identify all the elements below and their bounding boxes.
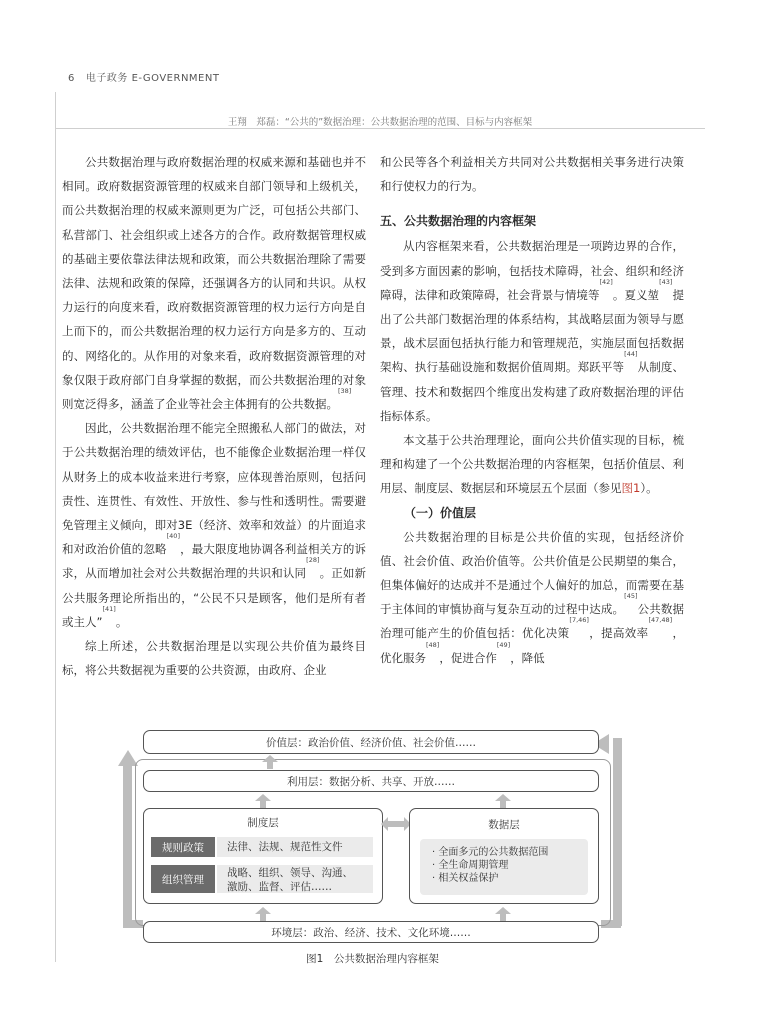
data-item: · 全面多元的公共数据范围 bbox=[432, 847, 549, 858]
value-layer-box bbox=[143, 730, 599, 754]
rule-policy-text: 法律、法规、规范性文件 bbox=[217, 837, 373, 857]
up-arrow-icon bbox=[495, 907, 511, 921]
citation: [28] bbox=[306, 556, 320, 565]
section-heading: 五、公共数据治理的内容框架 bbox=[380, 214, 537, 229]
figure-caption: 图1 公共数据治理内容框架 bbox=[306, 953, 439, 965]
paragraph: 公共数据治理的目标是公共价值的实现，包括经济价值、社会价值、政治价值等。公共价值是公民期望的集合，但集体偏好的达成并不是通过个人偏好的加总，而需要在基于主体间的审慎协商与复杂互动的过程中达成。[45]公共数据治理可能产生的价值包括：优化决策[7,46]，提高效率[47,48]，优化服务[48]，促进合作[49]，降低 bbox=[380, 529, 685, 665]
framework-diagram bbox=[115, 724, 630, 946]
paragraph: 综上所述，公共数据治理是以实现公共价值为最终目标，将公共数据视为重要的公共资源，由政府、企业 bbox=[62, 639, 366, 678]
citation: [47,48] bbox=[648, 616, 673, 625]
up-arrow-icon bbox=[255, 794, 271, 808]
citation: [41] bbox=[102, 604, 116, 613]
paragraph: 公共数据治理与政府数据治理的权威来源和基础也并不相同。政府数据资源管理的权威来自部门领导和上级机关，而公共数据治理的权威来源则更为广泛，可包括公共部门、私营部门、社会组织或上述各方的合作。政府数据管理权威的基础主要依靠法律法规和政策，而公共数据治理除了需要法律、法规和政策的保障，还强调各方的认同和共识。从权力运行的向度来看，政府数据资源管理的权力运行方向是自上而下的，而公共数据治理的权力运行方向是多方的、互动的、网络化的。从作用的对象来看，政府数据资源管理的对象仅限于政府部门自身掌握的数据，而公共数据治理的对象则宽泛得多，涵盖了企业等社会主体拥有的公共数据。[38] bbox=[62, 155, 366, 412]
up-arrow-icon bbox=[255, 907, 271, 921]
paragraph: 因此，公共数据治理不能完全照搬私人部门的做法，对于公共数据治理的绩效评估，也不能像企业数据治理一样仅从财务上的成本收益来进行考察，应体现善治原则，包括问责性、连贯性、有效性、开放性、参与性和透明性。需要避免管理主义倾向，即对3E（经济、效率和效益）的片面追求和对政治价值的忽略[40]，最大限度地协调各利益相关方的诉求，从而增加社会对公共数据治理的共识和认同[28]。正如新公共服务理论所指出的，“公民不只是顾客，他们是所有者或主人”[41]。 bbox=[62, 421, 367, 629]
use-layer-label: 利用层：数据分析、共享、开放…… bbox=[287, 775, 455, 788]
data-layer-title: 数据层 bbox=[488, 819, 520, 831]
data-item: · 全生命周期管理 bbox=[432, 860, 509, 871]
citation: [44] bbox=[624, 350, 638, 359]
right-feedback-arrow bbox=[613, 738, 622, 926]
citation: [48] bbox=[426, 640, 440, 649]
header-rule bbox=[55, 128, 705, 129]
article-subtitle: 王翔 郑磊：“公共的”数据治理：公共数据治理的范围、目标与内容框架 bbox=[227, 117, 533, 128]
data-layer-box bbox=[409, 808, 599, 904]
env-layer-box bbox=[143, 921, 599, 943]
bidirectional-arrow-icon bbox=[381, 817, 411, 831]
value-layer-label: 价值层：政治价值、经济价值、社会价值…… bbox=[266, 736, 476, 749]
running-head bbox=[68, 69, 219, 84]
right-column bbox=[380, 150, 684, 670]
up-arrow-icon bbox=[495, 794, 511, 808]
citation: [38] bbox=[338, 387, 352, 396]
citation: [40] bbox=[166, 532, 180, 541]
org-mgmt-text: 战略、组织、领导、沟通、 激励、监督、评估…… bbox=[217, 865, 373, 893]
page-number: 6 bbox=[68, 73, 75, 84]
journal-name: 电子政务 E-GOVERNMENT bbox=[85, 73, 220, 84]
env-layer-label: 环境层：政治、经济、技术、文化环境…… bbox=[271, 926, 471, 939]
citation: [43] bbox=[659, 277, 673, 286]
data-items-band bbox=[420, 839, 588, 895]
use-layer-box bbox=[143, 770, 599, 792]
citation: [42] bbox=[599, 277, 613, 286]
citation: [49] bbox=[496, 640, 511, 649]
paragraph: 本文基于公共治理理论，面向公共价值实现的目标，梳理和构建了一个公共数据治理的内容框架，包括价值层、利用层、制度层、数据层和环境层五个层面（参见图1）。 bbox=[380, 433, 684, 496]
institution-layer-box bbox=[143, 808, 383, 904]
citation: [7,46] bbox=[569, 616, 589, 625]
margin-rule bbox=[55, 92, 56, 962]
rule-policy-tag: 规则政策 bbox=[151, 837, 215, 857]
citation: [45] bbox=[624, 592, 638, 601]
up-arrow-icon bbox=[262, 755, 278, 769]
paragraph: 和公民等各个利益相关方共同对公共数据相关事务进行决策和行使权力的行为。 bbox=[380, 155, 684, 194]
paragraph: 从内容框架来看，公共数据治理是一项跨边界的合作，受到多方面因素的影响，包括技术障碍，社会、组织和经济障碍，法律和政策障碍，社会背景与情境等[42]。夏义堃[43]提出了公共部门数据治理的体系结构，其战略层面为领导与愿景，战术层面包括执行能力和管理规范，实施层面包括数据架构、执行基础设施和数据价值周期。郑跃平等[44]从制度、管理、技术和数据四个维度出发构建了政府数据治理的评估指标体系。 bbox=[380, 239, 685, 423]
data-item: · 相关权益保护 bbox=[432, 873, 499, 884]
figure-link[interactable]: 图1 bbox=[621, 481, 641, 496]
institution-layer-title: 制度层 bbox=[247, 817, 279, 829]
org-mgmt-tag: 组织管理 bbox=[151, 865, 215, 893]
left-column bbox=[62, 150, 366, 682]
left-feedback-arrow bbox=[123, 764, 132, 924]
subsection-heading: （一）价值层 bbox=[404, 505, 477, 520]
